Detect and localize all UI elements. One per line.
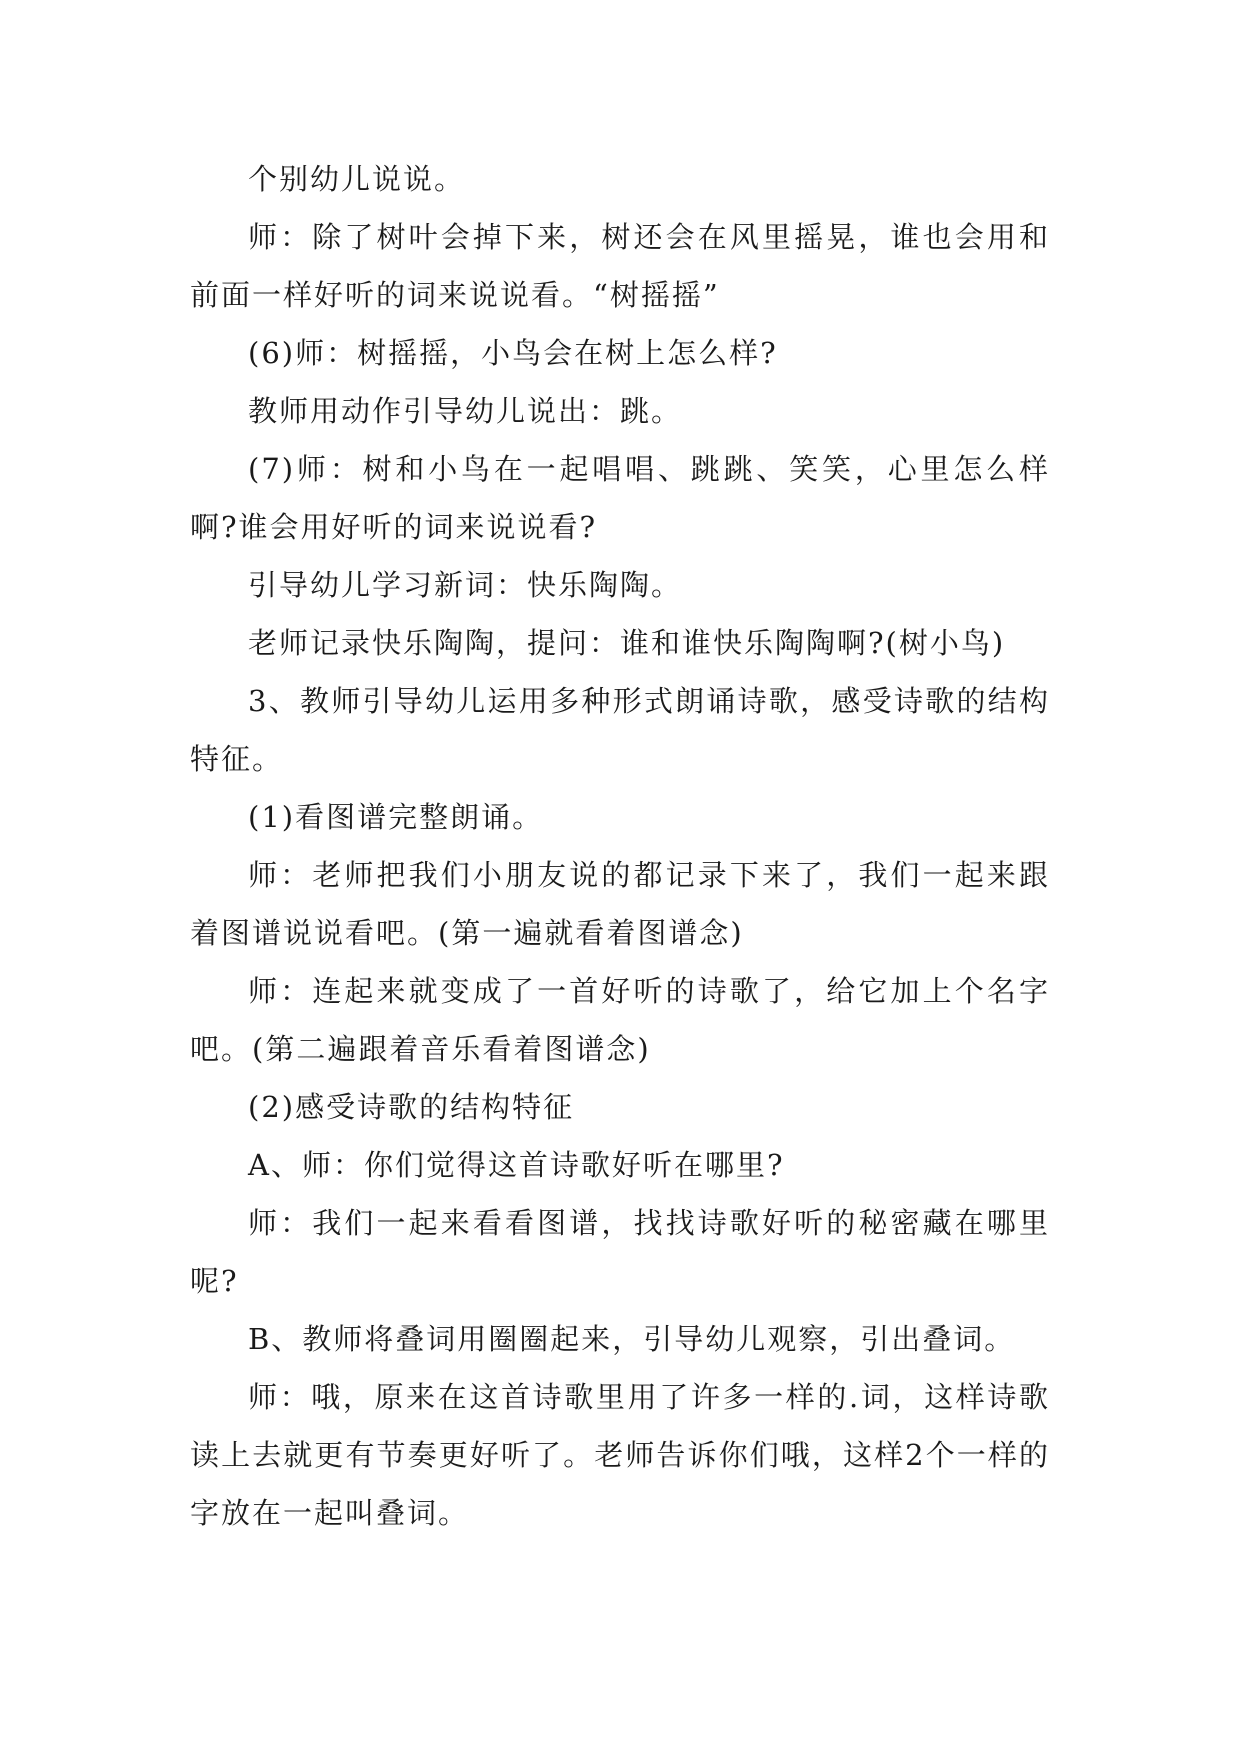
paragraph: 老师记录快乐陶陶，提问：谁和谁快乐陶陶啊?(树小鸟)	[248, 626, 1006, 660]
paragraph: A、师：你们觉得这首诗歌好听在哪里?	[248, 1148, 785, 1182]
document-page	[190, 150, 1050, 1542]
paragraph: (2)感受诗歌的结构特征	[248, 1090, 575, 1124]
paragraph: 师：哦，原来在这首诗歌里用了许多一样的.词，这样诗歌读上去就更有节奏更好听了。老师告诉你们哦，这样2个一样的字放在一起叫叠词。	[190, 1380, 1050, 1530]
paragraph: B、教师将叠词用圈圈起来，引导幼儿观察，引出叠词。	[248, 1322, 1016, 1356]
paragraph: 引导幼儿学习新词：快乐陶陶。	[248, 568, 683, 602]
paragraph: 师：除了树叶会掉下来，树还会在风里摇晃，谁也会用和前面一样好听的词来说说看。“树摇摇”	[190, 220, 1050, 312]
paragraph: 教师用动作引导幼儿说出：跳。	[248, 394, 683, 428]
paragraph: (6)师：树摇摇，小鸟会在树上怎么样?	[248, 336, 778, 370]
paragraph: 师：老师把我们小朋友说的都记录下来了，我们一起来跟着图谱说说看吧。(第一遍就看着图谱念)	[190, 858, 1050, 950]
paragraph: 师：连起来就变成了一首好听的诗歌了，给它加上个名字吧。(第二遍跟着音乐看着图谱念)	[190, 974, 1050, 1066]
paragraph: 师：我们一起来看看图谱，找找诗歌好听的秘密藏在哪里呢?	[190, 1206, 1050, 1298]
paragraph: 个别幼儿说说。	[248, 162, 466, 196]
paragraph: 3、教师引导幼儿运用多种形式朗诵诗歌，感受诗歌的结构特征。	[190, 684, 1050, 776]
paragraph: (1)看图谱完整朗诵。	[248, 800, 544, 834]
paragraph: (7)师：树和小鸟在一起唱唱、跳跳、笑笑，心里怎么样啊?谁会用好听的词来说说看?	[190, 452, 1050, 544]
